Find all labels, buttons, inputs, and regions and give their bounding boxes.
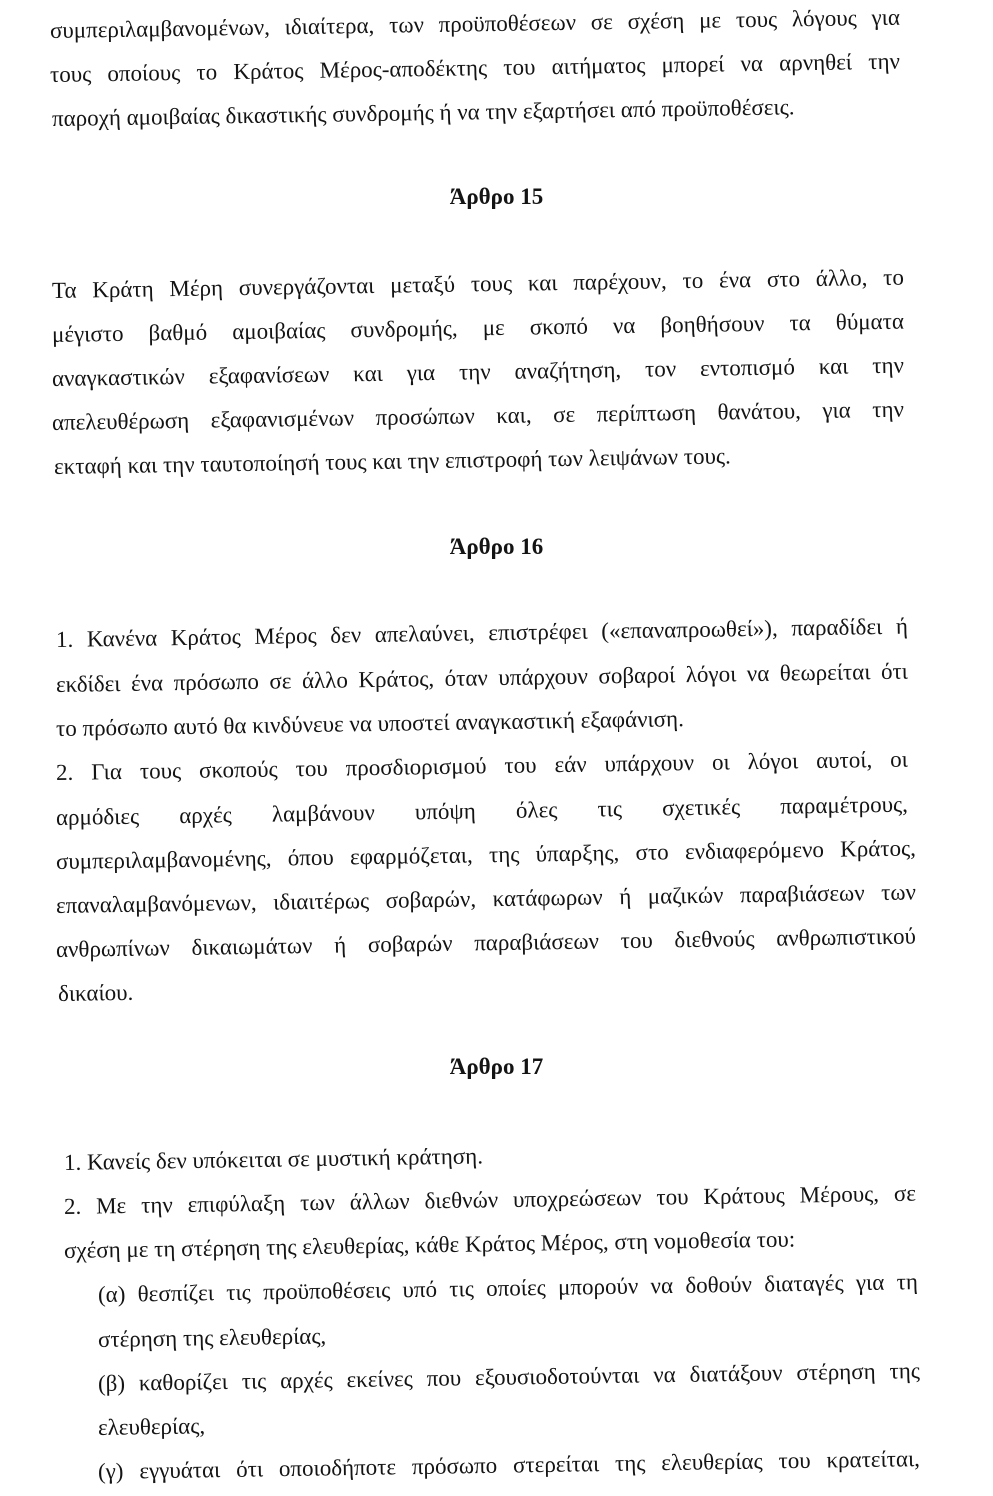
text-line: Τα Κράτη Μέρη συνεργάζονται μεταξύ τους και παρέχουν, το ένα στο άλλο, το <box>51 264 905 303</box>
text-line: 1. Κανείς δεν υπόκειται σε μυστική κράτηση. <box>63 1143 484 1175</box>
article-16-title: Άρθρο 16 <box>449 534 544 559</box>
text-line: απελευθέρωση εξαφανισμένων προσώπων και, σε περίπτωση θανάτου, για την <box>51 396 905 435</box>
text-line: 2. Με την επιφύλαξη των άλλων διεθνών υποχρεώσεων του Κράτους Μέρους, σε <box>63 1180 917 1219</box>
article-17-title: Άρθρο 17 <box>449 1054 544 1079</box>
text-line: εκδίδει ένα πρόσωπο σε άλλο Κράτος, όταν υπάρχουν σοβαροί λόγοι να θεωρείται ότι <box>55 658 909 697</box>
text-line: 2. Για τους σκοπούς του προσδιορισμού του εάν υπάρχουν οι λόγοι αυτοί, οι <box>55 746 909 785</box>
text-line: εκταφή και την ταυτοποίησή τους και την επιστροφή των λειψάνων τους. <box>53 443 731 479</box>
text-line: συμπεριλαμβανομένων, ιδιαίτερα, των προϋποθέσεων σε σχέση με τους λόγους για <box>49 4 901 43</box>
text-line: μέγιστο βαθμό αμοιβαίας συνδρομής, με σκοπό να βοηθήσουν τα θύματα <box>51 308 905 347</box>
list-item-continuation: στέρηση της ελευθερίας, <box>97 1323 327 1352</box>
text-line: δικαίου. <box>57 979 134 1006</box>
text-line: σχέση με τη στέρηση της ελευθερίας, κάθε Κράτος Μέρος, στη νομοθεσία του: <box>63 1226 796 1263</box>
article-15-title: Άρθρο 15 <box>449 184 544 209</box>
text-line: παροχή αμοιβαίας δικαστικής συνδρομής ή να την εξαρτήσει από προϋποθέσεις. <box>51 94 795 131</box>
text-line: αρμόδιες αρχές λαμβάνουν υπόψη όλες τις σχετικές παραμέτρους, <box>55 791 909 830</box>
list-item: (γ) εγγυάται ότι οποιοδήποτε πρόσωπο στερείται της ελευθερίας του κρατείται, <box>97 1446 921 1484</box>
text-line: επαναλαμβανόμενων, ιδιαιτέρως σοβαρών, κατάφωρων ή μαζικών παραβιάσεων των <box>55 879 917 918</box>
list-item-continuation: ελευθερίας, <box>97 1413 206 1440</box>
text-line: 1. Κανένα Κράτος Μέρος δεν απελαύνει, επιστρέφει («επαναπροωθεί»), παραδίδει ή <box>55 613 909 652</box>
list-item: (α) θεσπίζει τις προϋποθέσεις υπό τις οποίες μπορούν να δοθούν διαταγές για τη <box>97 1269 919 1307</box>
text-line: τους οποίους το Κράτος Μέρος-αποδέκτης του αιτήματος μπορεί να αρνηθεί την <box>49 48 901 87</box>
list-item: (β) καθορίζει τις αρχές εκείνες που εξουσιοδοτούνται να διατάξουν στέρηση της <box>97 1358 921 1396</box>
text-line: ανθρωπίνων δικαιωμάτων ή σοβαρών παραβιάσεων του διεθνούς ανθρωπιστικού <box>55 923 917 962</box>
text-line: συμπεριλαμβανομένης, όπου εφαρμόζεται, της ύπαρξης, στο ενδιαφερόμενο Κράτος, <box>55 835 917 874</box>
text-line: αναγκαστικών εξαφανίσεων και για την αναζήτηση, τον εντοπισμό και την <box>51 352 905 391</box>
text-line: το πρόσωπο αυτό θα κινδύνευε να υποστεί αναγκαστική εξαφάνιση. <box>55 706 685 741</box>
